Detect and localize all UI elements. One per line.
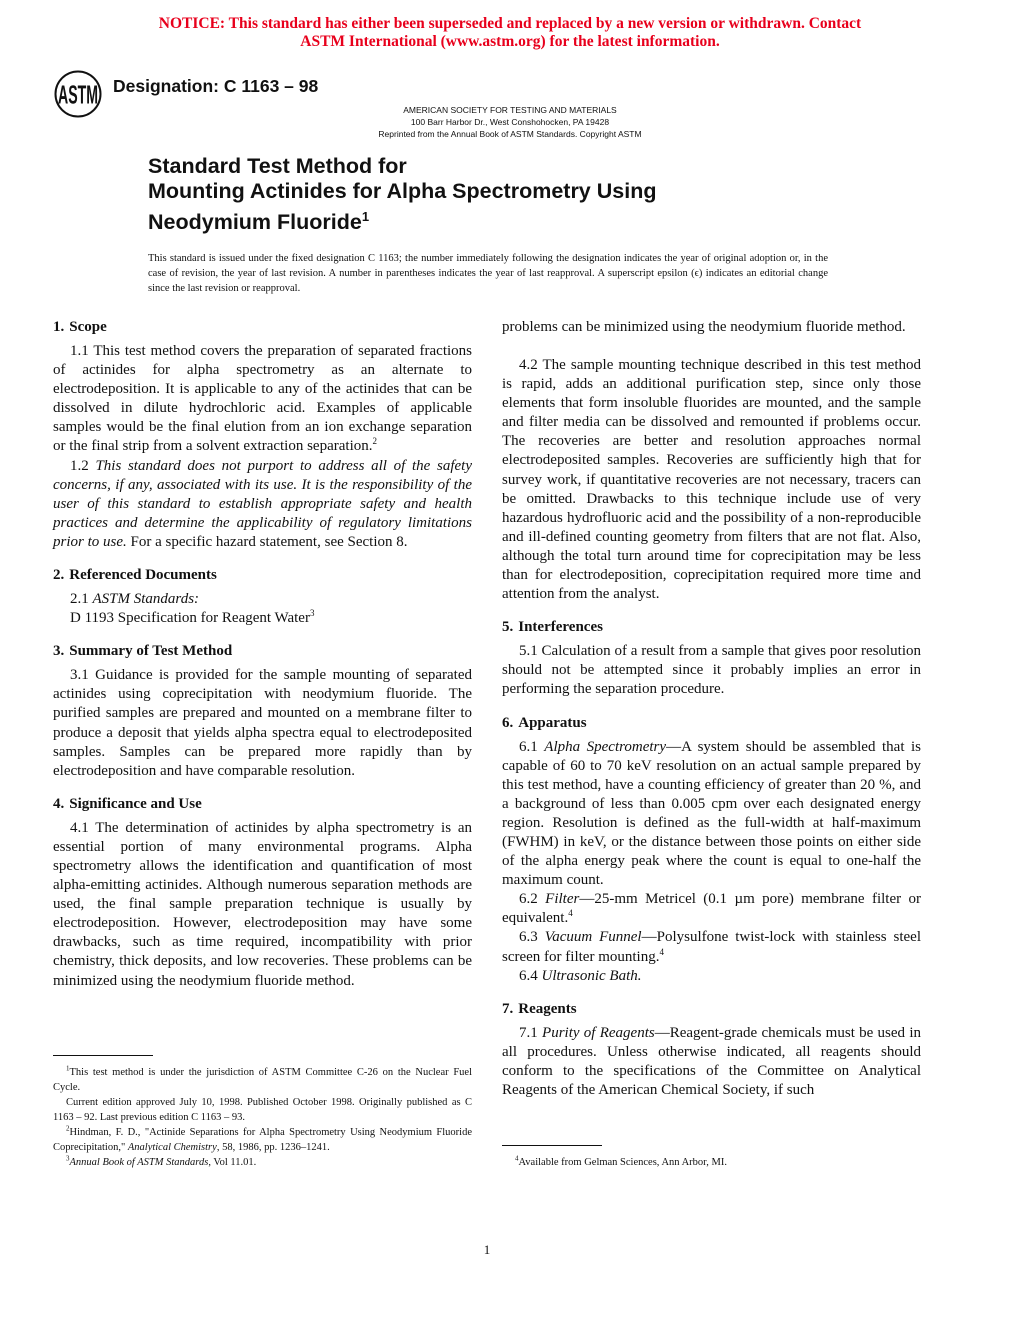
- section-summary: [53, 642, 472, 781]
- section-heading: 7. Reagents: [502, 1000, 577, 1017]
- footnote-divider: [502, 1145, 602, 1146]
- society-info: [340, 104, 680, 140]
- astm-logo: [54, 70, 102, 118]
- paragraph: 6.2 Filter—25-mm Metricel (0.1 µm pore) membrane filter or equivalent.$^4$: [502, 891, 922, 927]
- issuance-note: This standard is issued under the fixed designation C 1163; the number immediately following the designation indicates the year of original adoption or, in the case of revision, the year of last revision. A number in parentheses indicates the year of last reapproval. A superscript epsilon (ϵ) indicates an editorial change since the last revision or reapproval.: [148, 253, 828, 294]
- title-line: Standard Test Method for: [148, 154, 407, 178]
- footnote-ref: 1: [361, 209, 370, 224]
- section-scope: [53, 318, 472, 552]
- society-address: 100 Barr Harbor Dr., West Conshohocken, PA 19428: [410, 117, 610, 127]
- right-column: [502, 318, 921, 1114]
- section-heading: 3. Summary of Test Method: [53, 643, 233, 660]
- paragraph: 7.1 Purity of Reagents—Reagent-grade chemicals must be used in all procedures. Unless otherwise indicated, all reagents should conform to the specifications of the Committee on Analytical Reagents of the American Chemical Society, if such: [502, 1024, 921, 1098]
- withdrawn-notice: [0, 15, 1020, 51]
- paragraph: 6.1 Alpha Spectrometry—A system should be assembled that is capable of 60 to 70 keV resolution on an actual sample prepared by this test method, have a counting efficiency of greater than 20 %, and a background of less than 0.005 cpm over each designated energy region. Resolution is defined as the full-width at half-maximum (FWHM) in keV, or the distance between those points on either side of the alpha energy peak where the count is equal to one-half the maximum count.: [502, 738, 922, 889]
- designation: Designation: C 1163 – 98: [113, 76, 319, 96]
- section-apparatus: [502, 714, 921, 986]
- reprint-note: Reprinted from the Annual Book of ASTM Standards. Copyright ASTM: [378, 129, 642, 139]
- section-heading: 2. Referenced Documents: [53, 567, 217, 584]
- document-title: [148, 154, 656, 235]
- section-reagents: [502, 1000, 921, 1100]
- footnote: $^4$Available from Gelman Sciences, Ann Arbor, MI.: [515, 1154, 727, 1168]
- svg-text:ASTM: ASTM: [57, 81, 98, 110]
- title-text: Neodymium Fluoride: [148, 210, 362, 235]
- footnote: $^1$This test method is under the jurisdiction of ASTM Committee C-26 on the Nuclear Fuel Cycle.: [53, 1064, 472, 1093]
- footnotes-left: [53, 1065, 472, 1170]
- section-heading: 6. Apparatus: [502, 714, 587, 731]
- title-line: [148, 204, 656, 235]
- footnote: Current edition approved July 10, 1998. Published October 1998. Originally published as C 1163 – 92. Last previous edition C 1163 – 93.: [53, 1097, 472, 1123]
- section-significance: [53, 795, 472, 989]
- section-heading: 5. Interferences: [502, 619, 603, 636]
- paragraph: 1.2 This standard does not purport to address all of the safety concerns, if any, associated with its use. It is the responsibility of the user of this standard to establish appropriate safety and health practices and determine the applicability of regulatory limitations prior to use. For a specific hazard statement, see Section 8.: [53, 457, 473, 550]
- paragraph: 5.1 Calculation of a result from a sample that gives poor resolution should not be attempted since it probably implies an error in performing the separation procedure.: [502, 643, 921, 698]
- section-heading: 1. Scope: [53, 319, 107, 335]
- section-heading: 4. Significance and Use: [53, 795, 202, 812]
- paragraph-continued: problems can be minimized using the neodymium fluoride method.: [502, 319, 906, 335]
- notice-line: NOTICE: This standard has either been superseded and replaced by a new version or withdrawn. Contact: [158, 15, 862, 32]
- section-referenced-documents: [53, 566, 472, 628]
- paragraph: 2.1 ASTM Standards:: [70, 591, 200, 608]
- paragraph: 4.1 The determination of actinides by alpha spectrometry is an essential portion of many environmental programs. Alpha spectrometry allows the identification and quantification of most alpha-emitting actinides. Although numerous separation methods are used, the final sample preparation technique is usually by electrodeposition. However, electrodeposition may have some drawbacks, such as time required, incompatibility with prior chemistry, thick deposits, and low recoveries. These problems can be minimized using the neodymium fluoride method.: [53, 819, 472, 989]
- paragraph: 1.1 This test method covers the preparation of separated fractions of actinides for alpha spectrometry as an alternate to electrodeposition. It is applicable to any of the actinides that can be dissolved in dilute hydrochloric acid. Examples of applicable samples would be the final elution from an ion exchange separation or the final strip from a solvent extraction separation.$^2$: [53, 343, 472, 455]
- footnote: $^3$Annual Book of ASTM Standards, Vol 11.01.: [66, 1154, 257, 1168]
- society-name: AMERICAN SOCIETY FOR TESTING AND MATERIALS: [403, 105, 617, 115]
- section-significance-cont: [502, 318, 921, 604]
- paragraph: 6.4 Ultrasonic Bath.: [519, 967, 642, 984]
- section-interferences: [502, 618, 921, 699]
- footnotes-right: [502, 1155, 921, 1170]
- left-column: [53, 318, 473, 989]
- title-line: Mounting Actinides for Alpha Spectrometry Using: [148, 179, 657, 203]
- footnote: $^2$Hindman, F. D., "Actinide Separations for Alpha Spectrometry Using Neodymium Fluoride Coprecipitation," Analytical Chemistry, 58, 1986, pp. 1236–1241.: [53, 1124, 472, 1153]
- page-number: 1: [483, 1242, 491, 1257]
- paragraph: 6.3 Vacuum Funnel—Polysulfone twist-lock with stainless steel screen for filter mounting.$^4$: [502, 929, 921, 965]
- paragraph: 3.1 Guidance is provided for the sample mounting of separated actinides using coprecipitation with neodymium fluoride. The purified samples are prepared and mounted on a membrane filter to produce a deposit that yields alpha spectra equal to electrodeposited samples. Samples can be prepared more rapidly than by electrodeposition and have comparable resolution.: [53, 667, 472, 779]
- paragraph: 4.2 The sample mounting technique described in this test method is rapid, adds an additional purification step, since only those elements that form insoluble fluorides are mounted, and the sample and filter media can be dissolved and remounted if problems occur. The recoveries are better and resolution approaches normal electrodeposited samples. Recoveries are sufficiently high that for survey work, if quantitative recoveries are not necessary, tracers can be omitted. Drawbacks to this technique include use of very hazardous hydrofluoric acid and the possibility of a non-reproducible and ill-defined counting geometry from filters that are not flat. Also, although the total turn around time for coprecipitation may be less than for electrodeposition, coprecipitation required more time and attention from the analyst.: [502, 357, 921, 603]
- paragraph: D 1193 Specification for Reagent Water$^3$: [70, 608, 315, 627]
- notice-line: ASTM International (www.astm.org) for the latest information.: [300, 33, 720, 50]
- footnote-divider: [53, 1055, 153, 1056]
